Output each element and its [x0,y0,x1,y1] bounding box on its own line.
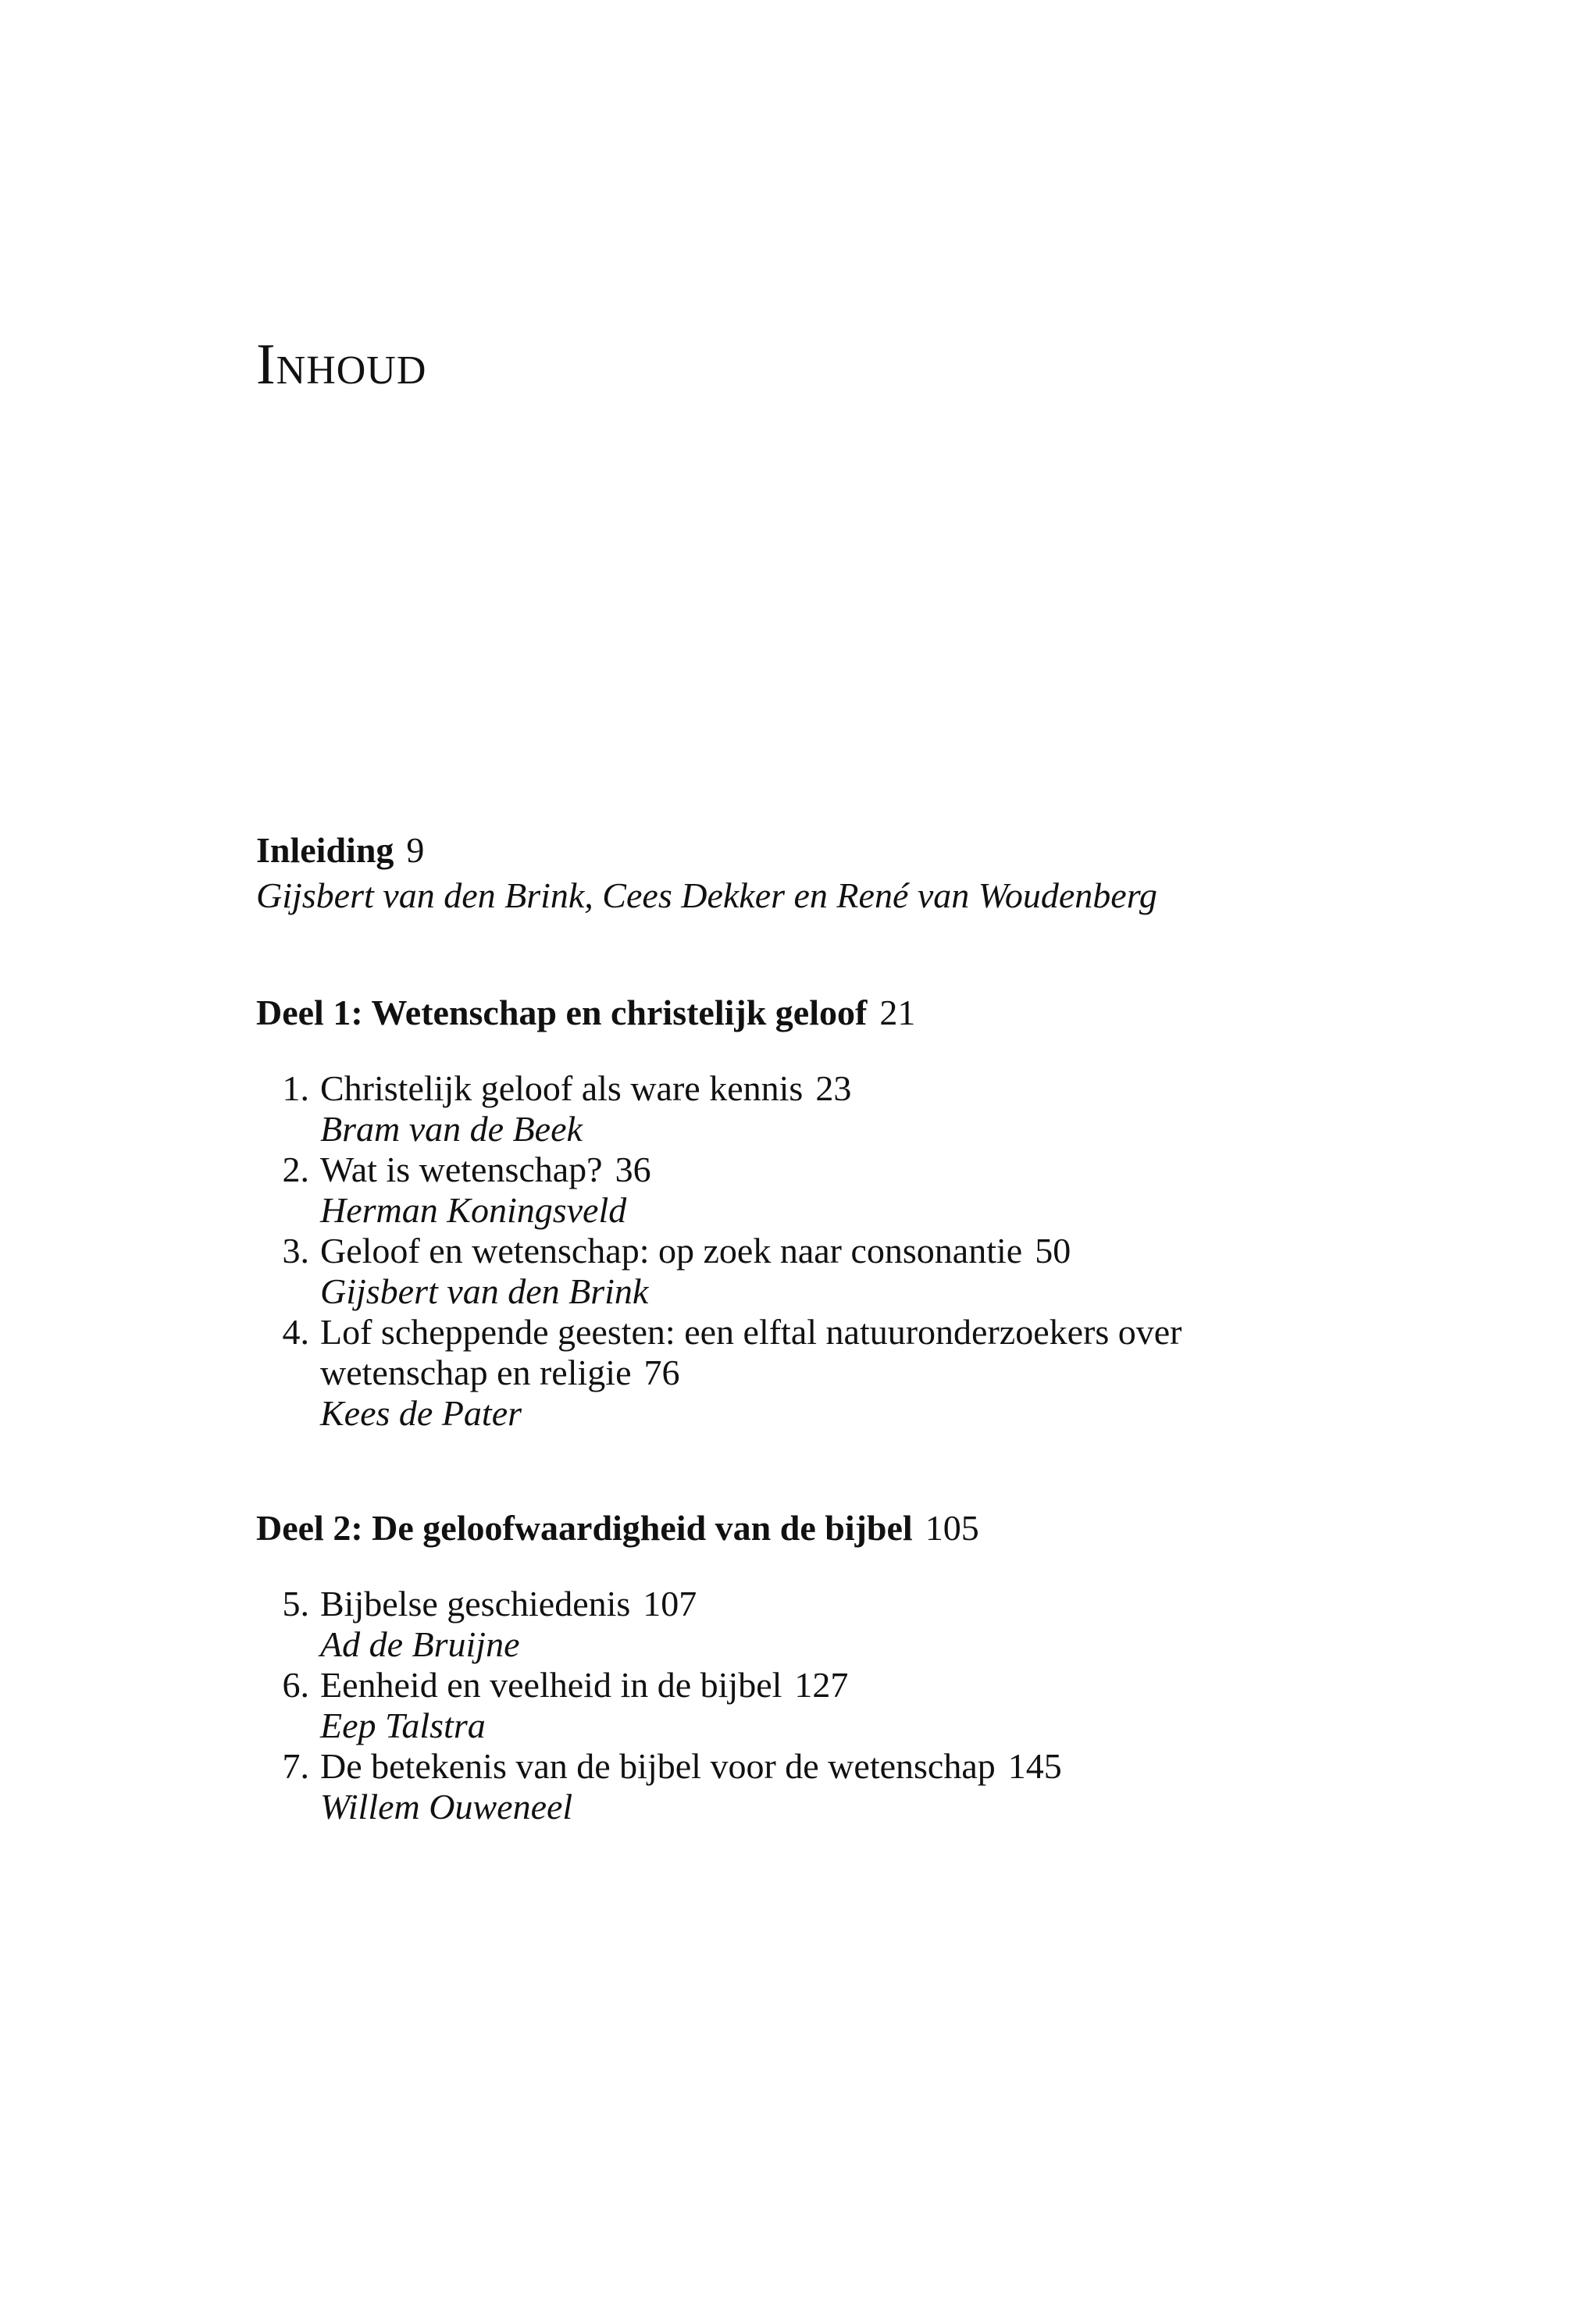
chapter-author: Herman Koningsveld [320,1190,627,1230]
intro-title: Inleiding [256,830,394,870]
chapter-number: 5. [282,1584,309,1624]
table-of-contents [256,828,1474,1827]
chapter-entry [256,1150,1474,1231]
chapter-author: Eep Talstra [320,1706,486,1745]
chapter-number: 3. [282,1231,309,1271]
chapter-title: Wat is wetenschap? [320,1150,603,1189]
part-page-number: 21 [879,993,916,1032]
chapter-page-number: 107 [643,1584,697,1624]
chapter-entry [256,1312,1474,1434]
chapter-author: Ad de Bruijne [320,1624,520,1664]
chapter-page-number: 50 [1035,1231,1071,1271]
chapter-number: 2. [282,1150,309,1189]
part-page-number: 105 [925,1508,979,1548]
chapter-title: Bijbelse geschiedenis [320,1584,631,1624]
chapter-page-number: 145 [1007,1746,1062,1786]
chapter-entry [256,1584,1474,1665]
chapter-page-number: 127 [794,1665,849,1705]
chapter-entry [256,1665,1474,1746]
chapter-author: Bram van de Beek [320,1109,583,1149]
chapter-number: 6. [282,1665,309,1705]
chapter-title: Lof scheppende geesten: een elftal natuuronderzoekers over [320,1312,1182,1352]
part-title: Deel 1: Wetenschap en christelijk geloof [256,993,868,1032]
chapter-title: Eenheid en veelheid in de bijbel [320,1665,782,1705]
chapter-entry [256,1746,1474,1827]
intro-title-line [256,828,1474,873]
intro-page-number: 9 [406,830,425,870]
part-heading [256,1506,1474,1551]
chapter-number: 4. [282,1312,309,1352]
part-title: Deel 2: De geloofwaardigheid van de bijbel [256,1508,913,1548]
intro-authors: Gijsbert van den Brink, Cees Dekker en René van Woudenberg [256,875,1157,915]
chapter-entry [256,1068,1474,1150]
chapter-author: Kees de Pater [320,1393,522,1433]
chapter-title: De betekenis van de bijbel voor de wetenschap [320,1746,996,1786]
chapter-author: Willem Ouweneel [320,1787,573,1827]
toc-intro-entry [256,828,1474,918]
chapter-page-number: 36 [615,1150,651,1189]
toc-part-1 [256,990,1474,1434]
chapter-page-number: 76 [643,1353,680,1392]
toc-part-2 [256,1506,1474,1827]
chapter-number: 7. [282,1746,309,1786]
part-heading [256,990,1474,1035]
chapter-title-continued: wetenschap en religie [320,1353,632,1392]
chapter-title: Christelijk geloof als ware kennis [320,1068,804,1108]
chapter-number: 1. [282,1068,309,1108]
page-title: Inhoud [256,333,427,397]
chapter-author: Gijsbert van den Brink [320,1271,649,1311]
chapter-page-number: 23 [815,1068,852,1108]
chapter-entry [256,1231,1474,1312]
chapter-title: Geloof en wetenschap: op zoek naar consonantie [320,1231,1023,1271]
